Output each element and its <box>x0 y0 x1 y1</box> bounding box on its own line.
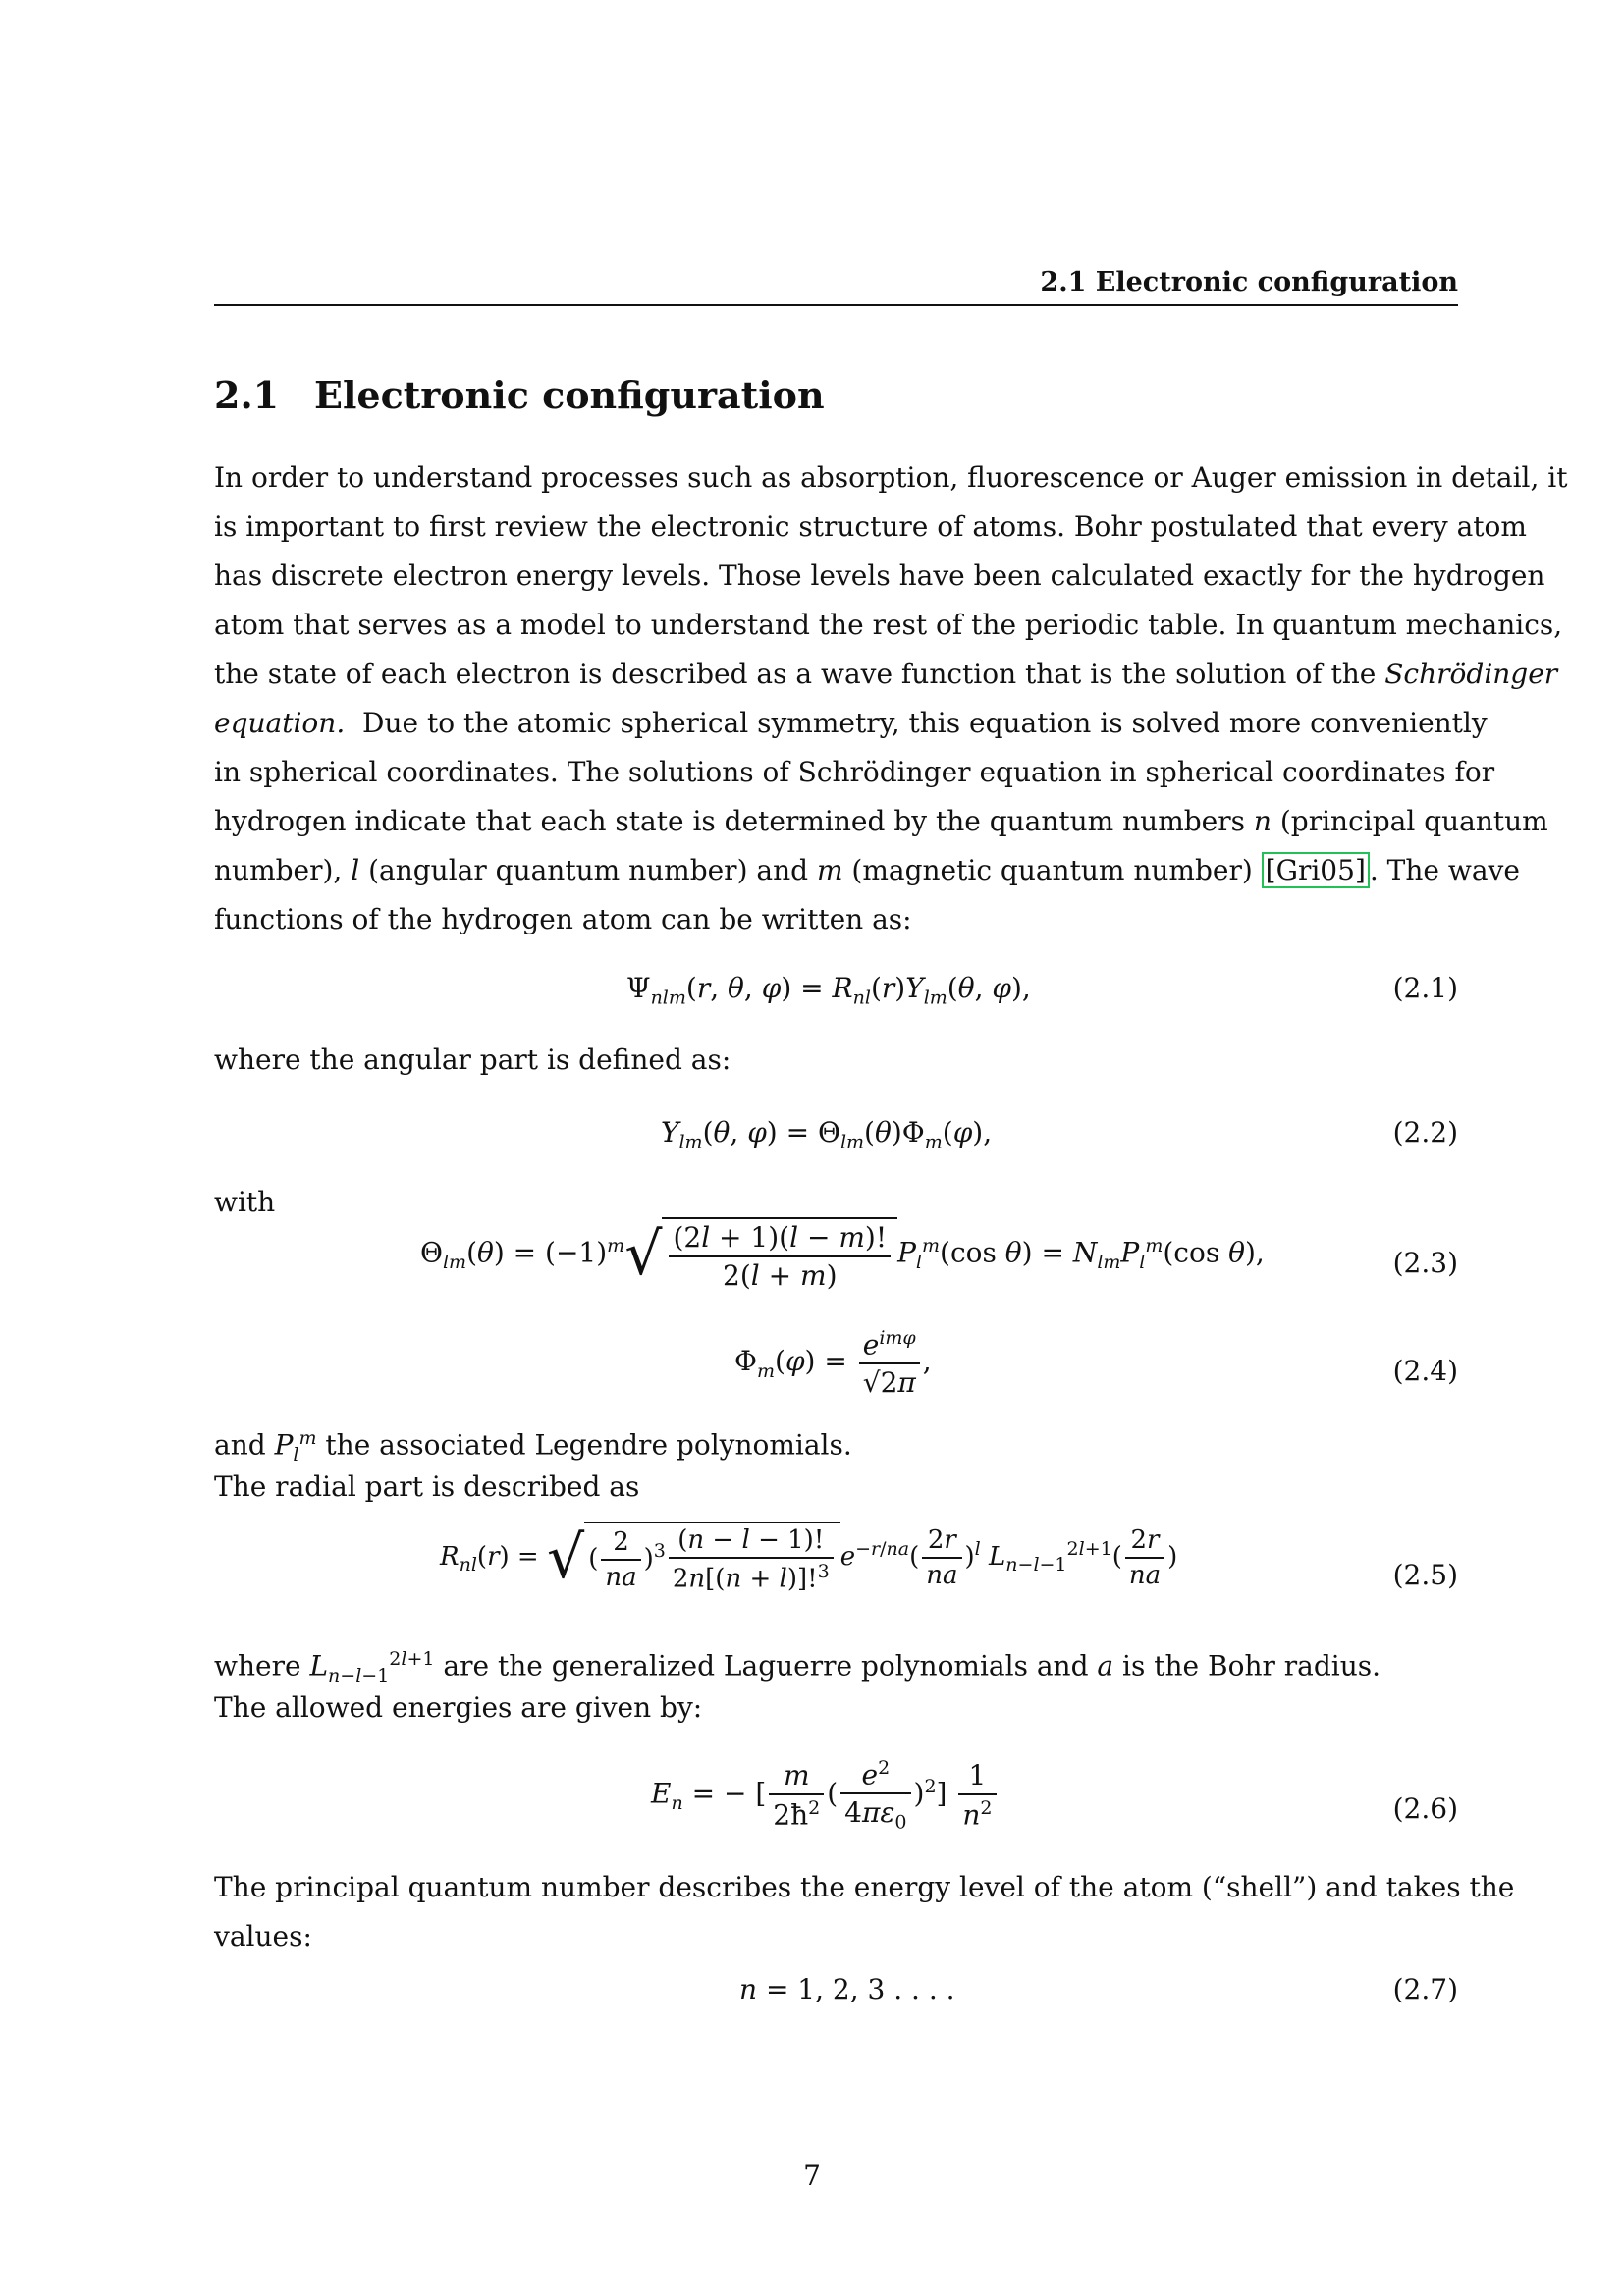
equation-body: $E_n$ = − [ $\frac{m}{2ħ^2}$ ( $\frac{e^2}{4\pi\varepsilon_0}$ )$^2$] $\frac{1}{n^2}$ <box>651 1757 1000 1834</box>
page-number: 7 <box>803 2160 821 2192</box>
text-line: The radial part is described as <box>214 1470 640 1503</box>
equation-number: (2.5) <box>1392 1559 1458 1591</box>
paragraph-line: number), l (angular quantum number) and m (magnetic quantum number) [Gri05] . The wave <box>214 854 1520 886</box>
equation-2-7 <box>214 1973 1458 2012</box>
text-line: where $L_{n-l-1}^{2l+1}$ are the generalized Laguerre polynomials and a is the Bohr radius. <box>214 1648 1381 1686</box>
paragraph-line: functions of the hydrogen atom can be written as: <box>214 903 912 935</box>
paragraph-line: values: <box>214 1920 312 1952</box>
intro-paragraph <box>214 454 1568 944</box>
paragraph-line: atom that serves as a model to understand the rest of the periodic table. In quantum mechanics, <box>214 609 1563 641</box>
paragraph-line: in spherical coordinates. The solutions of Schrödinger equation in spherical coordinates for <box>214 756 1495 788</box>
equation-number: (2.1) <box>1392 972 1458 1004</box>
equation-number: (2.6) <box>1392 1792 1458 1825</box>
equation-number: (2.7) <box>1392 1973 1458 2005</box>
paragraph-line: The principal quantum number describes the energy level of the atom (“shell”) and takes the <box>214 1871 1515 1903</box>
running-header <box>214 263 1458 306</box>
text-line: The allowed energies are given by: <box>214 1691 703 1724</box>
text-line: and $P_l^m$ the associated Legendre polynomials. <box>214 1427 852 1466</box>
equation-body: $Y_{lm}(\theta$, $\varphi) = \Theta_{lm}(\theta)\Phi_m(\varphi)$, <box>661 1116 993 1153</box>
equation-body: $\Theta_{lm}(\theta) = (-1)^m√$ $\frac{(2l + 1)(l - m)!}{2(l + m)}$ $P_l^m(\cos$ $\theta) = N_{lm}P_l^m(\cos$ θ), <box>420 1217 1265 1292</box>
text-line: with <box>214 1186 276 1218</box>
section-title: Electronic configuration <box>314 373 825 417</box>
equation-number: (2.2) <box>1392 1116 1458 1148</box>
equation-number: (2.4) <box>1392 1355 1458 1387</box>
section-number: 2.1 <box>214 373 280 417</box>
paragraph-line: is important to first review the electronic structure of atoms. Bohr postulated that every atom <box>214 510 1527 543</box>
equation-2-6 <box>214 1757 1458 1865</box>
section-heading <box>214 373 825 417</box>
paragraph-line: hydrogen indicate that each state is determined by the quantum numbers n (principal quantum <box>214 805 1548 837</box>
paragraph-line: equation. Due to the atomic spherical symmetry, this equation is solved more conveniently <box>214 707 1488 739</box>
equation-2-2 <box>214 1116 1458 1155</box>
text-line: where the angular part is defined as: <box>214 1043 731 1076</box>
equation-2-3 <box>214 1217 1458 1325</box>
citation-link[interactable]: [Gri05] <box>1262 852 1370 888</box>
equation-2-5 <box>214 1522 1458 1639</box>
running-header-title: 2.1 Electronic configuration <box>1040 267 1458 297</box>
equation-2-1 <box>214 972 1458 1011</box>
equation-2-4 <box>214 1327 1458 1415</box>
paragraph-line: In order to understand processes such as absorption, fluorescence or Auger emission in detail, it <box>214 461 1568 494</box>
equation-body: $\Psi_{nlm}(r$, θ, $\varphi) = R_{nl}(r)Y_{lm}(\theta$, φ), <box>626 972 1031 1009</box>
equation-body: n = 1, 2, 3 . . . . <box>739 1973 955 2005</box>
schrodinger-italic: Schrödinger <box>1384 658 1558 690</box>
text-paragraph <box>214 1863 1515 1961</box>
equation-number: (2.3) <box>1392 1247 1458 1279</box>
paragraph-line: the state of each electron is described as a wave function that is the solution of the Schrödinger <box>214 658 1558 690</box>
equation-body: $R_{nl}(r)$ = √ ( $\frac{2}{na}$ )$^3$ $\frac{(n - l - 1)!}{2n[(n + l)]!^3}$ $e^{-r/na}$( $\frac{2r}{na}$ )$^l$ $L_{n-l-1}^{2l+1}$( $\frac{2r}{na}$ ) <box>440 1522 1178 1594</box>
equation-body: $\Phi_m(\varphi)$ = $\frac{e^{im\varphi}}{√2\pi}$ , <box>734 1327 932 1400</box>
paragraph-line: has discrete electron energy levels. Those levels have been calculated exactly for the hydrogen <box>214 560 1545 592</box>
